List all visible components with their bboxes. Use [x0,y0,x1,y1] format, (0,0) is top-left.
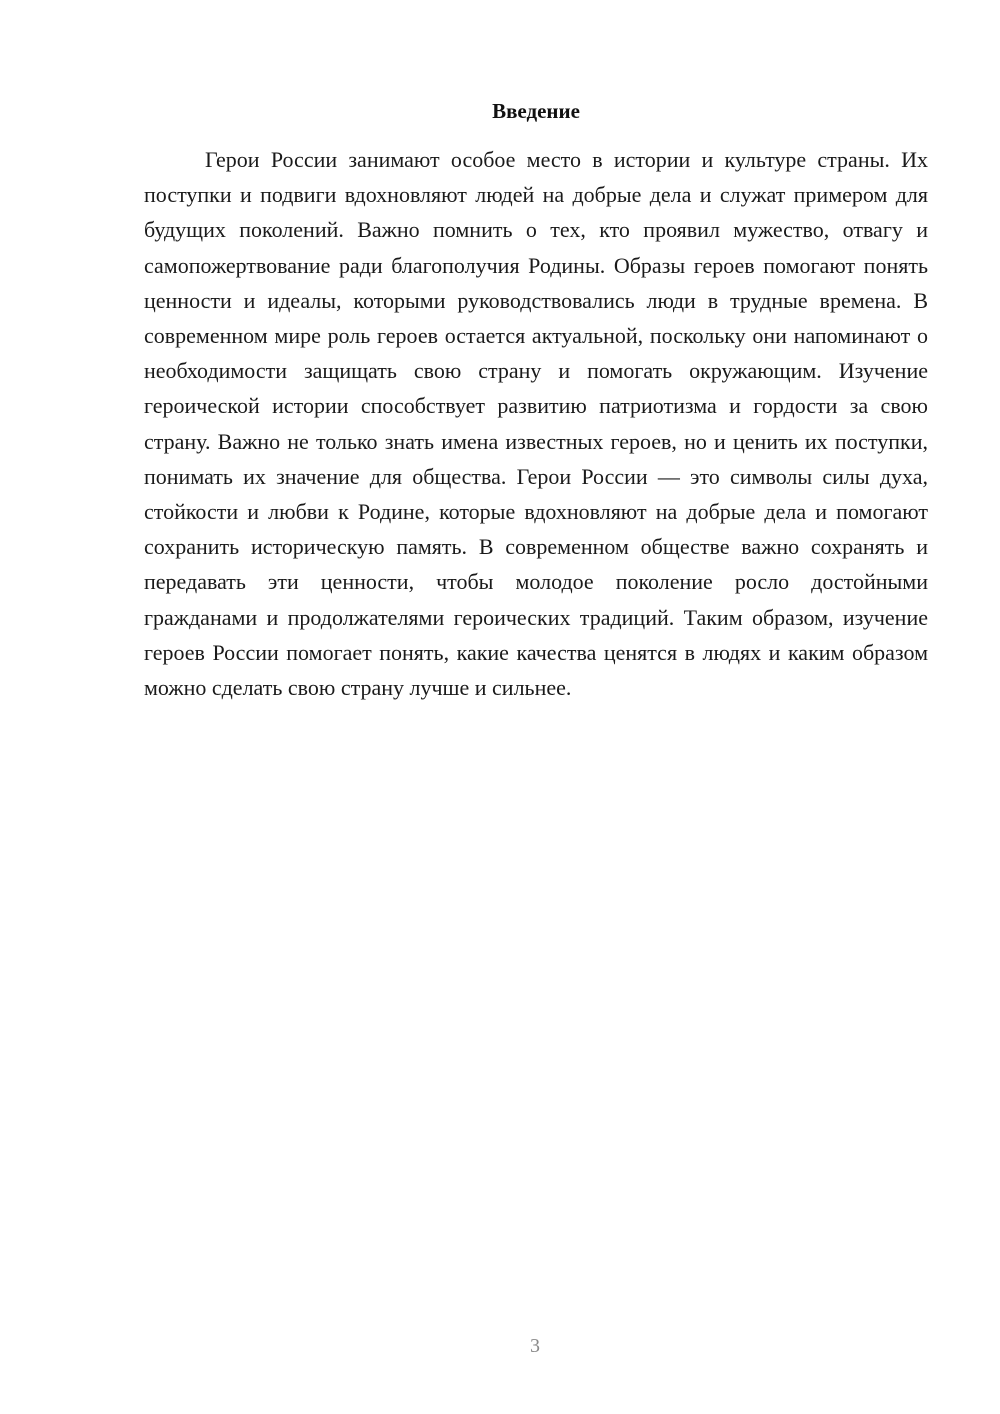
body-paragraph: Герои России занимают особое место в истории и культуре страны. Их поступки и подвиги вдохновляют людей на добрые дела и служат примером для будущих поколений. Важно помнить о тех, кто проявил мужество, отвагу и самопожертвование ради благополучия Родины. Образы героев помогают понять ценности и идеалы, которыми руководствовались люди в трудные времена. В современном мире роль героев остается актуальной, поскольку они напоминают о необходимости защищать свою страну и помогать окружающим. Изучение героической истории способствует развитию патриотизма и гордости за свою страну. Важно не только знать имена известных героев, но и ценить их поступки, понимать их значение для общества. Герои России — это символы силы духа, стойкости и любви к Родине, которые вдохновляют на добрые дела и помогают сохранить историческую память. В современном обществе важно сохранять и передавать эти ценности, чтобы молодое поколение росло достойными гражданами и продолжателями героических традиций. Таким образом, изучение героев России помогает понять, какие качества ценятся в людях и каким образом можно сделать свою страну лучше и сильнее. [144,147,928,701]
page-number: 3 [530,1335,540,1357]
section-heading: Введение [492,99,580,123]
